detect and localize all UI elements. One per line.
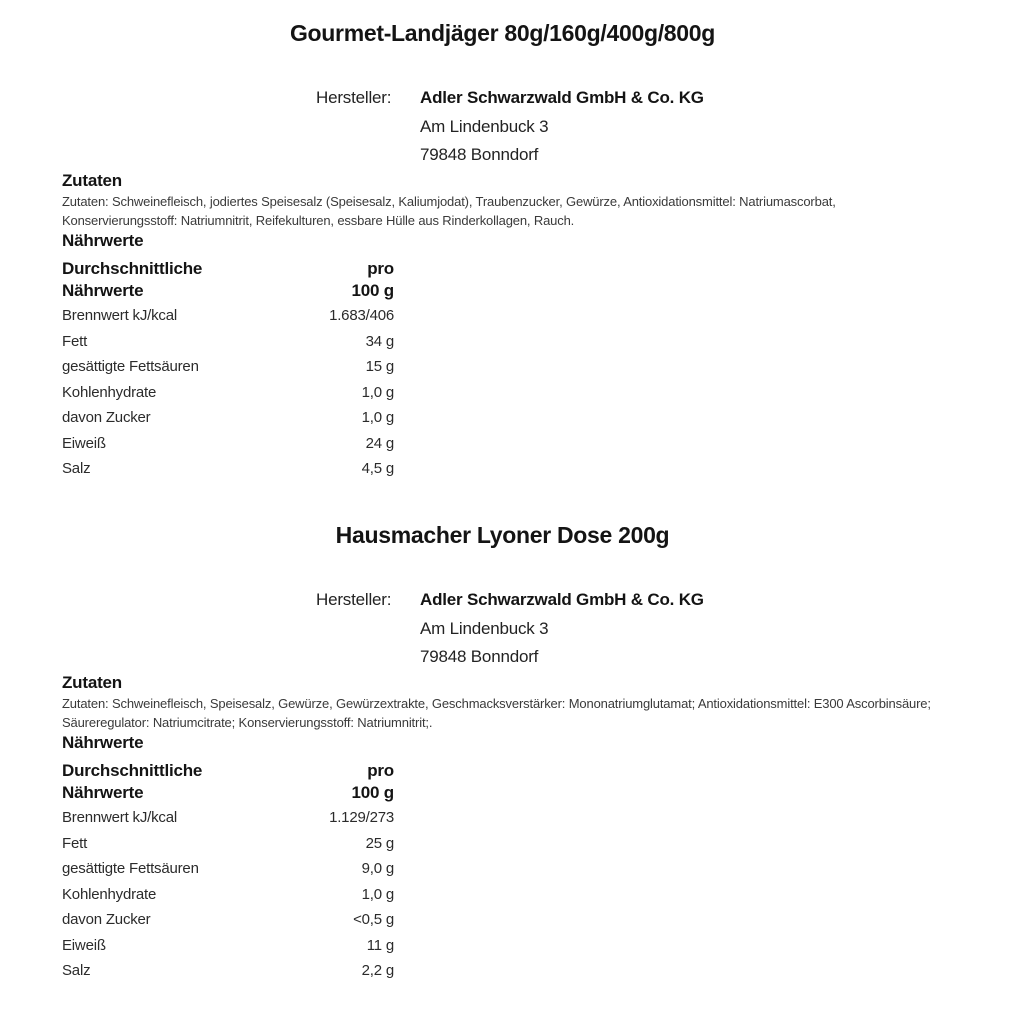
- manufacturer-city: 79848 Bonndorf: [420, 647, 539, 666]
- nutrition-table-rows: [62, 805, 394, 984]
- row-value: 1,0 g: [361, 383, 394, 401]
- ingredients-line-1: Zutaten: Schweinefleisch, Speisesalz, Gewürze, Gewürzextrakte, Geschmacksverstärker: Mononatriumglutamat; Antioxidationsmittel: E300 Ascorbinsäure;: [62, 696, 931, 711]
- row-value: 1.129/273: [329, 809, 394, 826]
- product-section: [0, 502, 1024, 1004]
- row-value: 15 g: [365, 358, 394, 375]
- row-value: 25 g: [365, 834, 394, 852]
- table-row: [62, 907, 394, 933]
- table-row: [62, 405, 394, 431]
- row-value: 11 g: [366, 936, 394, 954]
- row-label: Salz: [62, 962, 91, 979]
- row-value: 9,0 g: [361, 860, 394, 877]
- row-label: Eiweiß: [62, 434, 106, 452]
- table-row: [62, 456, 394, 482]
- nutrition-table-header: [62, 258, 394, 301]
- header-col-label: [62, 258, 202, 301]
- nutrition-table-header: [62, 760, 394, 803]
- row-label: gesättigte Fettsäuren: [62, 358, 199, 375]
- row-value: 2,2 g: [361, 962, 394, 979]
- table-row: [62, 303, 394, 329]
- row-label: Brennwert kJ/kcal: [62, 809, 177, 826]
- row-value: 34 g: [365, 332, 394, 350]
- table-row: [62, 958, 394, 984]
- header-col-value: [352, 258, 394, 301]
- ingredients-line-2: Säureregulator: Natriumcitrate; Konservierungsstoff: Natriumnitrit;.: [62, 714, 433, 730]
- ingredients-text: [62, 695, 931, 732]
- manufacturer-name: Adler Schwarzwald GmbH & Co. KG: [420, 590, 704, 609]
- row-value: <0,5 g: [353, 911, 394, 928]
- row-label: Brennwert kJ/kcal: [62, 307, 177, 324]
- row-label: Eiweiß: [62, 936, 106, 954]
- ingredients-heading: Zutaten: [62, 171, 122, 190]
- manufacturer-name: Adler Schwarzwald GmbH & Co. KG: [420, 88, 704, 107]
- header-col-value: [352, 760, 394, 803]
- manufacturer-street: Am Lindenbuck 3: [420, 618, 549, 638]
- row-label: davon Zucker: [62, 911, 151, 928]
- manufacturer-address: [420, 84, 704, 170]
- manufacturer-block: [316, 586, 704, 672]
- header-col2-line1: pro: [367, 761, 394, 780]
- product-section: [0, 0, 1024, 502]
- table-row: [62, 329, 394, 355]
- row-label: Salz: [62, 460, 91, 477]
- nutrition-heading: Nährwerte: [62, 231, 144, 250]
- manufacturer-label: Hersteller:: [316, 88, 392, 107]
- nutrition-heading: Nährwerte: [62, 733, 144, 752]
- ingredients-line-1: Zutaten: Schweinefleisch, jodiertes Speisesalz (Speisesalz, Kaliumjodat), Traubenzucker, Gewürze, Antioxidationsmittel: Natriumascorbat,: [62, 194, 836, 209]
- table-row: [62, 856, 394, 882]
- row-value: 1,0 g: [361, 885, 394, 903]
- header-col1-line1: Durchschnittliche: [62, 761, 203, 780]
- row-label: Kohlenhydrate: [62, 885, 157, 903]
- ingredients-heading: Zutaten: [62, 673, 122, 692]
- header-col2-line1: pro: [367, 259, 394, 278]
- table-row: [62, 882, 394, 908]
- table-row: [62, 354, 394, 380]
- nutrition-table-rows: [62, 303, 394, 482]
- row-value: 24 g: [365, 434, 394, 452]
- product-title: Hausmacher Lyoner Dose 200g: [335, 522, 670, 548]
- nutrition-table: [62, 760, 394, 984]
- nutrition-table: [62, 258, 394, 482]
- row-label: Kohlenhydrate: [62, 383, 157, 401]
- table-row: [62, 380, 394, 406]
- row-label: Fett: [62, 834, 88, 852]
- header-col2-line2: 100 g: [351, 782, 394, 802]
- manufacturer-block: [316, 84, 704, 170]
- row-label: gesättigte Fettsäuren: [62, 860, 199, 877]
- row-value: 1.683/406: [329, 307, 394, 324]
- table-row: [62, 805, 394, 831]
- table-row: [62, 431, 394, 457]
- table-row: [62, 933, 394, 959]
- row-value: 1,0 g: [361, 409, 394, 426]
- header-col1-line2: Nährwerte: [62, 280, 144, 300]
- product-title: Gourmet-Landjäger 80g/160g/400g/800g: [289, 20, 716, 46]
- header-col1-line1: Durchschnittliche: [62, 259, 203, 278]
- ingredients-text: [62, 193, 836, 230]
- row-label: davon Zucker: [62, 409, 151, 426]
- row-label: Fett: [62, 332, 88, 350]
- manufacturer-address: [420, 586, 704, 672]
- header-col2-line2: 100 g: [351, 280, 394, 300]
- header-col-label: [62, 760, 202, 803]
- header-col1-line2: Nährwerte: [62, 782, 144, 802]
- table-row: [62, 831, 394, 857]
- ingredients-line-2: Konservierungsstoff: Natriumnitrit, Reifekulturen, essbare Hülle aus Rinderkollagen, Rauch.: [62, 212, 575, 228]
- manufacturer-city: 79848 Bonndorf: [420, 145, 539, 164]
- manufacturer-label: Hersteller:: [316, 590, 392, 609]
- row-value: 4,5 g: [361, 460, 394, 477]
- manufacturer-street: Am Lindenbuck 3: [420, 116, 549, 136]
